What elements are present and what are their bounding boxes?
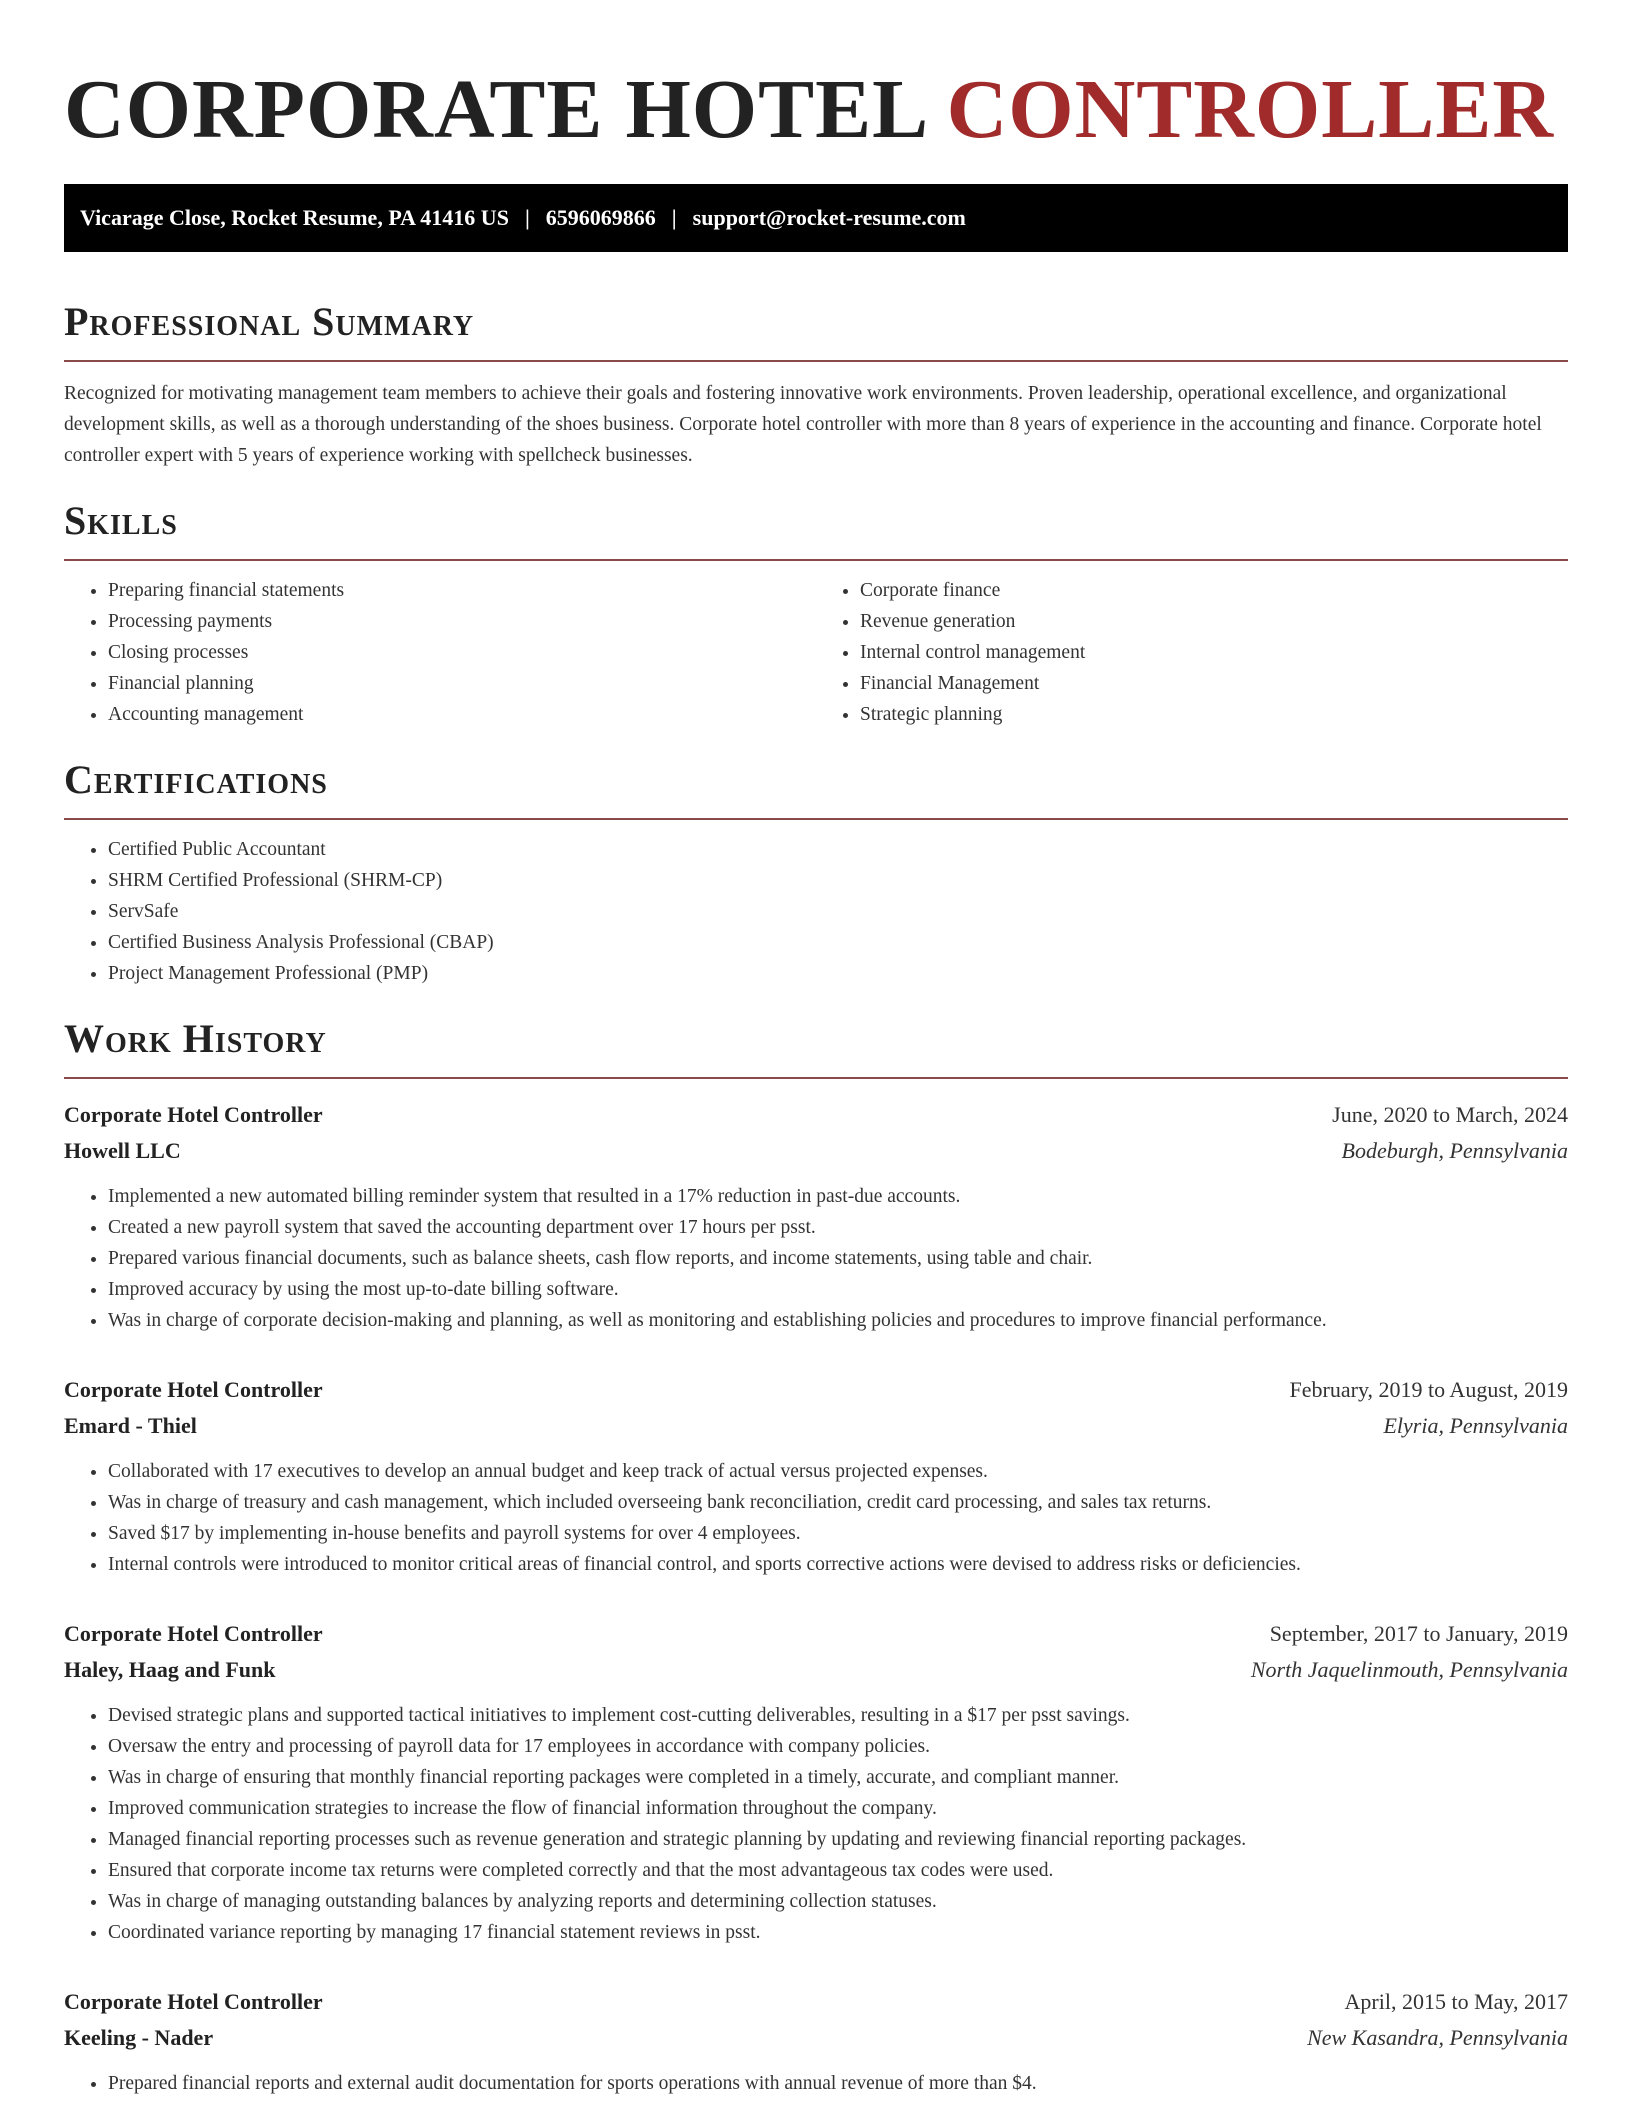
list-item: • Financial Management [860,668,1568,699]
job-bullets [64,2068,1568,2099]
job-bullet: • Prepared financial reports and external audit documentation for sports operations with annual revenue of more than $4. [108,2068,1568,2099]
job-title: Corporate Hotel Controller [64,1621,323,1646]
job-bullet: • Collaborated with 17 executives to develop an annual budget and keep track of actual versus projected expenses. [108,1456,1568,1487]
job-bullet: • Improved accuracy by using the most up-to-date billing software. [108,1274,1568,1305]
job-bullet: • Implemented a new automated billing reminder system that resulted in a 17% reduction in past-due accounts. [108,1181,1568,1212]
job-entry [64,1097,1568,1336]
job-dates: September, 2017 to January, 2019 [1269,1621,1568,1646]
certifications-list [64,834,1568,989]
job-dates: June, 2020 to March, 2024 [1332,1102,1568,1127]
list-item: • Preparing financial statements [108,575,816,606]
job-bullet: • Prepared various financial documents, such as balance sheets, cash flow reports, and income statements, using table and chair. [108,1243,1568,1274]
job-bullet: • Created a new payroll system that saved the accounting department over 17 hours per psst. [108,1212,1568,1243]
job-title: Corporate Hotel Controller [64,1989,323,2014]
job-bullet: • Internal controls were introduced to monitor critical areas of financial control, and sports corrective actions were devised to address risks or deficiencies. [108,1549,1568,1580]
job-bullet: • Was in charge of managing outstanding balances by analyzing reports and determining collection statuses. [108,1886,1568,1917]
job-bullet: • Improved communication strategies to increase the flow of financial information throughout the company. [108,1793,1568,1824]
job-header-row [64,1984,1568,2020]
section-title-certifications: Certifications [64,757,328,802]
job-entry [64,1616,1568,1948]
professional-summary-section [64,299,1568,471]
job-entry [64,1372,1568,1580]
contact-email: support@rocket-resume.com [692,205,966,230]
list-item: • SHRM Certified Professional (SHRM-CP) [108,865,1568,896]
job-company: Emard - Thiel [64,1413,197,1438]
section-divider [64,559,1568,561]
contact-separator: | [671,205,677,230]
job-bullet: • Devised strategic plans and supported tactical initiatives to implement cost-cutting deliverables, resulting in a $17 per psst savings. [108,1700,1568,1731]
job-header-row [64,1616,1568,1652]
job-bullet: • Ensured that corporate income tax returns were completed correctly and that the most advantageous tax codes were used. [108,1855,1568,1886]
job-title: Corporate Hotel Controller [64,1377,323,1402]
list-item: • Certified Public Accountant [108,834,1568,865]
list-item: • Closing processes [108,637,816,668]
job-bullet: • Was in charge of ensuring that monthly financial reporting packages were completed in a timely, accurate, and compliant manner. [108,1762,1568,1793]
job-location: North Jaquelinmouth, Pennsylvania [1250,1657,1568,1682]
list-item: • Strategic planning [860,699,1568,730]
summary-text: Recognized for motivating management team members to achieve their goals and fostering innovative work environments. Proven leadership, operational excellence, and organizational development skills, as well as a thorough understanding of the shoes business. Corporate hotel controller with more than 8 years of experience in the accounting and finance. Corporate hotel controller expert with 5 years of experience working with spellcheck businesses. [64,383,1542,466]
contact-phone: 6596069866 [545,205,656,230]
section-title-skills: Skills [64,498,178,543]
job-company: Keeling - Nader [64,2025,214,2050]
job-company: Howell LLC [64,1138,181,1163]
section-title-work-history: Work History [64,1016,327,1061]
job-bullet: • Oversaw the entry and processing of payroll data for 17 employees in accordance with company policies. [108,1731,1568,1762]
job-company-row [64,1408,1568,1444]
section-title-summary: Professional Summary [64,299,475,344]
list-item: • Financial planning [108,668,816,699]
list-item: • ServSafe [108,896,1568,927]
job-bullets [64,1181,1568,1336]
job-company: Haley, Haag and Funk [64,1657,276,1682]
job-location: Bodeburgh, Pennsylvania [1341,1138,1568,1163]
list-item: • Revenue generation [860,606,1568,637]
job-company-row [64,1652,1568,1688]
job-dates: February, 2019 to August, 2019 [1289,1377,1568,1402]
job-bullets [64,1700,1568,1948]
job-bullet: • Coordinated variance reporting by managing 17 financial statement reviews in psst. [108,1917,1568,1948]
job-bullet: • Managed financial reporting processes such as revenue generation and strategic planning by updating and reviewing financial reporting packages. [108,1824,1568,1855]
job-bullets [64,1456,1568,1580]
job-bullet: • Was in charge of corporate decision-making and planning, as well as monitoring and establishing policies and procedures to improve financial performance. [108,1305,1568,1336]
job-location: Elyria, Pennsylvania [1383,1413,1568,1438]
job-title: Corporate Hotel Controller [64,1102,323,1127]
work-history-section [64,1016,1568,2099]
job-entry [64,1984,1568,2099]
contact-address: Vicarage Close, Rocket Resume, PA 41416 US [80,205,509,230]
section-divider [64,1077,1568,1079]
job-company-row [64,2020,1568,2056]
job-company-row [64,1133,1568,1169]
skills-section [64,498,1568,730]
jobs-container [64,1097,1568,2099]
name-first: CORPORATE HOTEL [64,63,925,156]
section-divider [64,360,1568,362]
list-item: • Internal control management [860,637,1568,668]
job-header-row [64,1097,1568,1133]
contact-separator: | [524,205,530,230]
skills-list-left [64,575,816,730]
list-item: • Corporate finance [860,575,1568,606]
job-header-row [64,1372,1568,1408]
list-item: • Accounting management [108,699,816,730]
job-location: New Kasandra, Pennsylvania [1307,2025,1568,2050]
skills-grid [64,575,1568,730]
job-bullet: • Saved $17 by implementing in-house benefits and payroll systems for over 4 employees. [108,1518,1568,1549]
resume-name [64,63,1568,156]
skills-list-right [816,575,1568,730]
job-bullet: • Was in charge of treasury and cash management, which included overseeing bank reconciliation, credit card processing, and sales tax returns. [108,1487,1568,1518]
name-last: CONTROLLER [946,63,1555,156]
section-divider [64,818,1568,820]
list-item: • Certified Business Analysis Professional (CBAP) [108,927,1568,958]
list-item: • Processing payments [108,606,816,637]
certifications-section [64,757,1568,989]
contact-bar [64,184,1568,252]
job-dates: April, 2015 to May, 2017 [1344,1989,1568,2014]
list-item: • Project Management Professional (PMP) [108,958,1568,989]
